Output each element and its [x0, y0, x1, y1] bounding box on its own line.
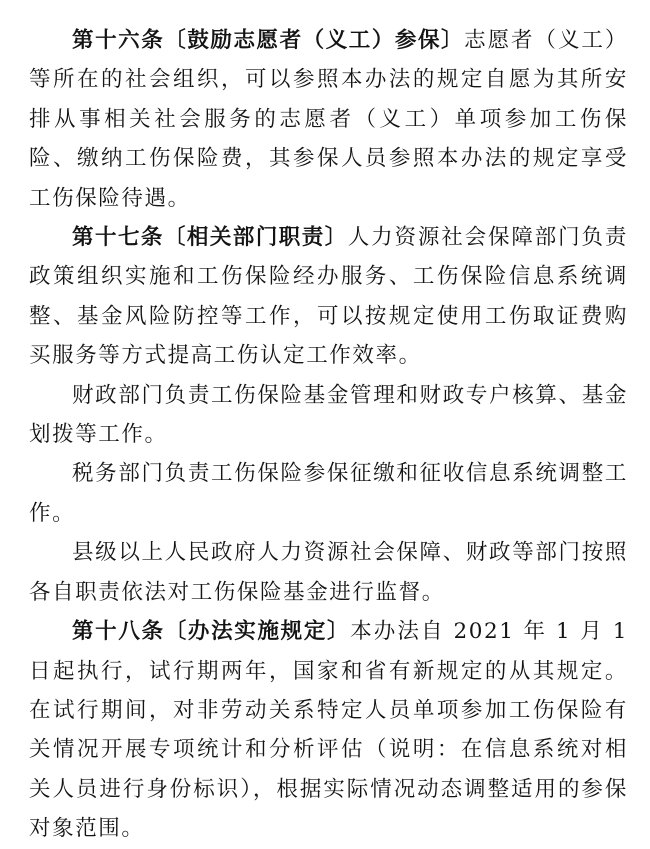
article-17-paragraph-tax: 税务部门负责工伤保险参保征缴和征收信息系统调整工作。 — [29, 461, 628, 526]
article-18-body: 本办法自 2021 年 1 月 1 日起执行，试行期两年，国家和省有新规定的从其规定。在试行期间，对非劳动关系特定人员单项参加工伤保险有关情况开展专项统计和分析评估（说明：在信息系统对相关人员进行身份标识），根据实际情况动态调整适用的参保对象范围。 — [29, 619, 628, 842]
article-16 — [29, 21, 628, 218]
article-16-body: 志愿者（义工）等所在的社会组织，可以参照本办法的规定自愿为其所安排从事相关社会服务的志愿者（义工）单项参加工伤保险、缴纳工伤保险费，其参保人员参照本办法的规定享受工伤保险待遇。 — [29, 28, 628, 211]
article-18-heading: 第十八条〔办法实施规定〕 — [72, 619, 351, 645]
article-17-body: 人力资源社会保障部门负责政策组织实施和工伤保险经办服务、工伤保险信息系统调整、基金风险防控等工作，可以按规定使用工伤取证费购买服务等方式提高工伤认定工作效率。 — [29, 225, 629, 369]
article-16-heading: 第十六条〔鼓励志愿者（义工）参保〕 — [72, 28, 465, 53]
article-17-paragraph-finance: 财政部门负责工伤保险基金管理和财政专户核算、基金划拨等工作。 — [29, 382, 628, 448]
article-17-heading: 第十七条〔相关部门职责〕 — [72, 225, 348, 251]
article-17-paragraph-supervision: 县级以上人民政府人力资源社会保障、财政等部门按照各自职责依法对工伤保险基金进行监督。 — [29, 540, 628, 605]
article-18 — [29, 612, 628, 848]
article-17 — [29, 218, 628, 376]
